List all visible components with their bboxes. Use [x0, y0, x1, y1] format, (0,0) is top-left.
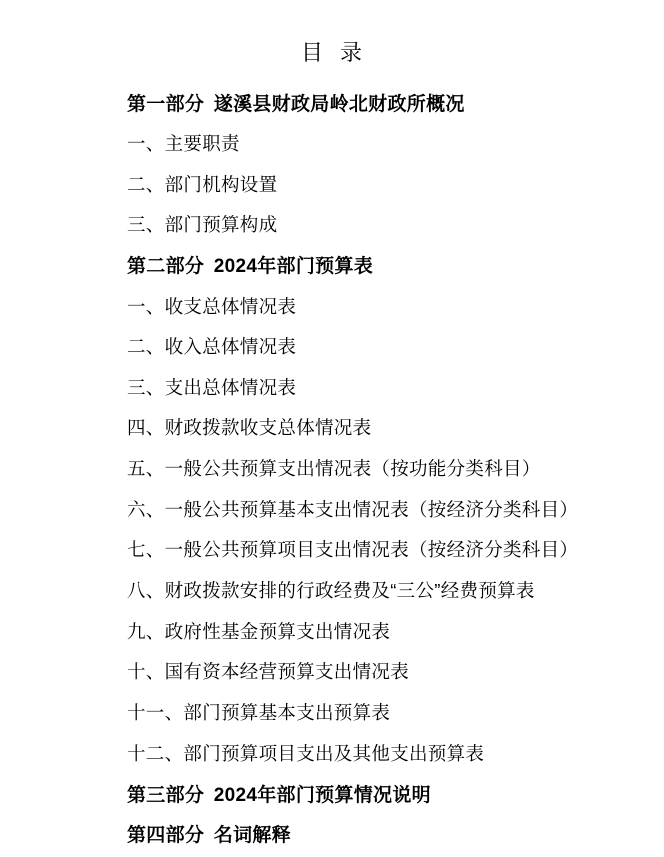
toc-item: 二、部门机构设置 [127, 173, 278, 195]
toc-item: 九、政府性基金预算支出情况表 [127, 620, 391, 642]
toc-item: 八、财政拨款安排的行政经费及“三公”经费预算表 [127, 580, 535, 601]
toc-section-heading: 第二部分 2024年部门预算表 [127, 256, 374, 278]
toc-item: 一、主要职责 [127, 132, 240, 154]
toc-section-heading: 第三部分 2024年部门预算情况说明 [127, 784, 431, 806]
toc-item: 一、收支总体情况表 [127, 295, 297, 317]
toc-item: 七、一般公共预算项目支出情况表（按经济分类科目） [127, 539, 579, 561]
toc-section-heading: 第四部分 名词解释 [127, 825, 291, 847]
toc-item: 六、一般公共预算基本支出情况表（按经济分类科目） [127, 498, 579, 520]
toc-item: 十二、部门预算项目支出及其他支出预算表 [127, 742, 485, 764]
toc-item: 五、一般公共预算支出情况表（按功能分类科目） [127, 458, 541, 480]
toc-item: 二、收入总体情况表 [127, 336, 297, 358]
page-title: 目 录 [300, 40, 364, 65]
toc-item: 三、支出总体情况表 [127, 376, 297, 398]
toc-item: 十、国有资本经营预算支出情况表 [127, 661, 410, 683]
toc-item: 四、财政拨款收支总体情况表 [127, 417, 372, 439]
toc-list [127, 82, 644, 854]
toc-item: 十一、部门预算基本支出预算表 [127, 701, 391, 723]
toc-section-heading: 第一部分 遂溪县财政局岭北财政所概况 [127, 93, 465, 115]
toc-item: 三、部门预算构成 [127, 214, 278, 236]
